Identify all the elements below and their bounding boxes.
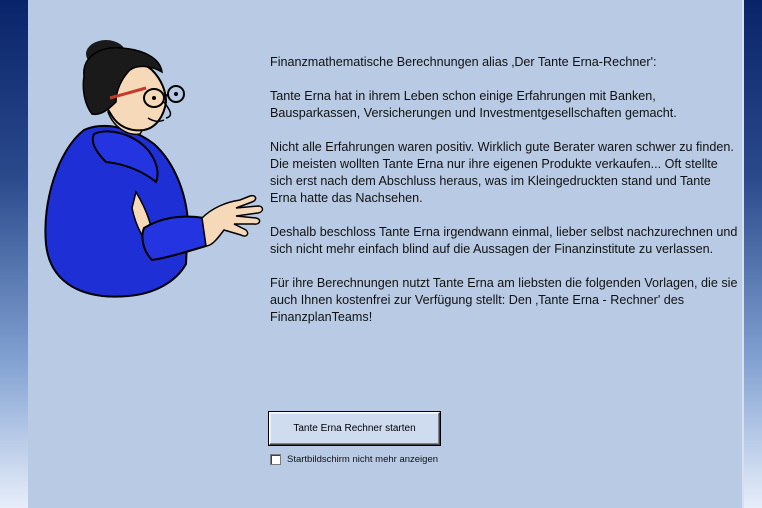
window-edge-left	[0, 0, 28, 508]
start-calculator-button[interactable]: Tante Erna Rechner starten	[269, 412, 440, 445]
intro-paragraph-templates: Für ihre Berechnungen nutzt Tante Erna am liebsten die folgenden Vorlagen, die sie auch Ihnen kostenfrei zur Verfügung stellt: Den ‚Tante Erna - Rechner' des FinanzplanTeams!	[270, 276, 738, 324]
hide-startscreen-checkbox[interactable]	[270, 454, 281, 465]
intro-paragraph-advisors: Nicht alle Erfahrungen waren positiv. Wirklich gute Berater waren schwer zu finden. Die meisten wollten Tante Erna nur ihre eigenen Produkte verkaufen... Oft stellte sich erst nach dem Abschluss heraus, was im Kleingedruckten stand und Tante Erna hatte das Nachsehen.	[270, 140, 734, 205]
startscreen-panel	[28, 0, 742, 508]
intro-text	[270, 54, 740, 343]
window-edge-right	[742, 0, 762, 508]
intro-paragraph-decision: Deshalb beschloss Tante Erna irgendwann einmal, lieber selbst nachzurechnen und sich nicht mehr einfach blind auf die Aussagen der Finanzinstitute zu verlassen.	[270, 225, 738, 256]
tante-erna-illustration-icon	[36, 32, 266, 302]
intro-paragraph-title: Finanzmathematische Berechnungen alias ‚Der Tante Erna-Rechner':	[270, 55, 657, 69]
hide-startscreen-option[interactable]	[270, 452, 438, 466]
hide-startscreen-label[interactable]: Startbildschirm nicht mehr anzeigen	[287, 453, 439, 465]
intro-paragraph-experience: Tante Erna hat in ihrem Leben schon einige Erfahrungen mit Banken, Bausparkassen, Versicherungen und Investmentgesellschaften gemacht.	[270, 89, 677, 120]
